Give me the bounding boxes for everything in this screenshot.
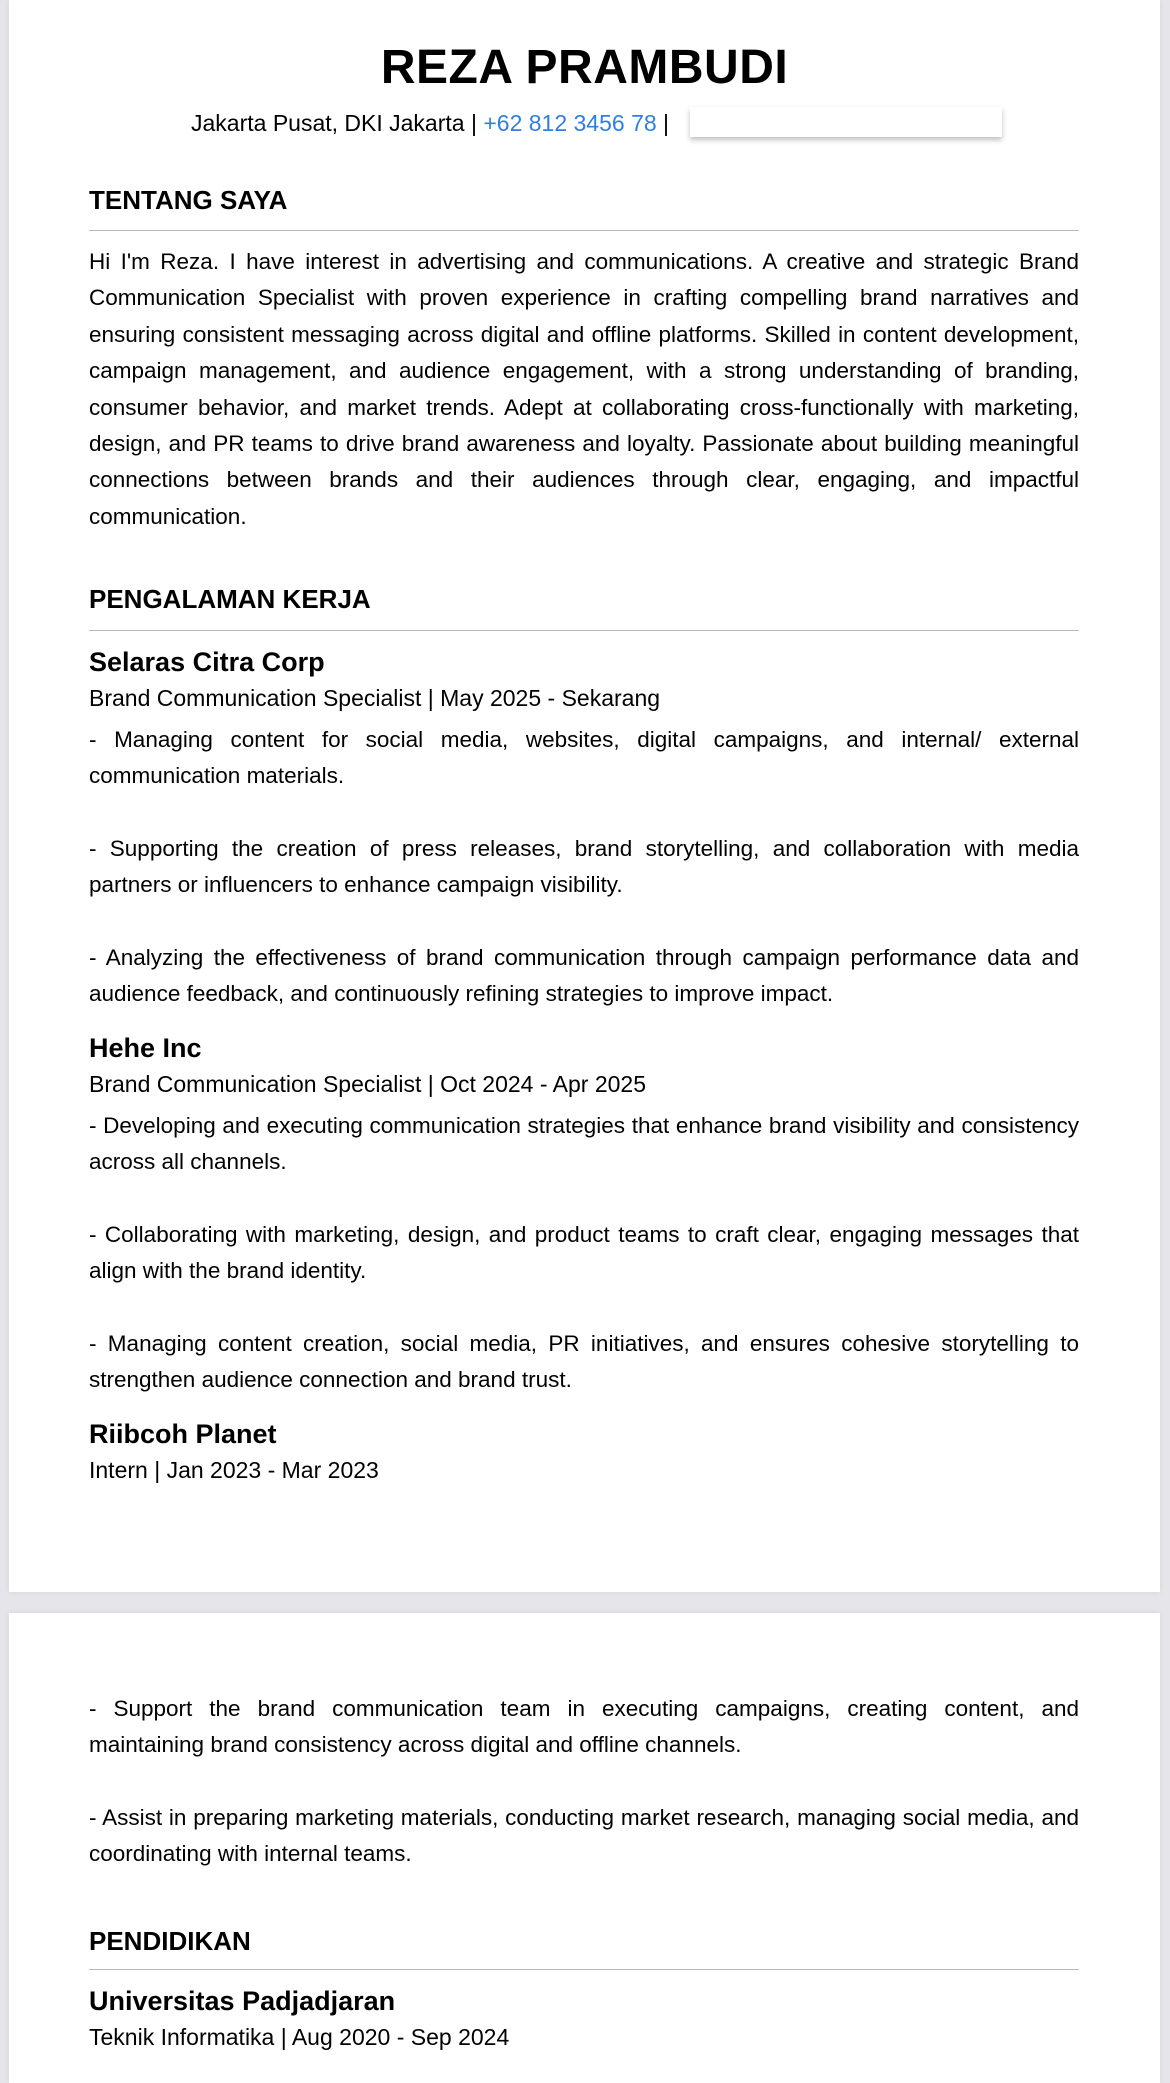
job-bullet: - Developing and executing communication strategies that enhance brand visibility and consistency across all channels. xyxy=(89,1113,1079,1175)
job-role: Intern | Jan 2023 - Mar 2023 xyxy=(89,1457,379,1483)
separator: | xyxy=(470,110,477,136)
phone-link[interactable]: +62 812 3456 78 xyxy=(483,110,657,136)
section-title-education: PENDIDIKAN xyxy=(89,1926,251,1956)
section-divider xyxy=(89,1969,1079,1970)
job-bullet: - Assist in preparing marketing materials, conducting market research, managing social media, and coordinating with internal teams. xyxy=(89,1805,1079,1867)
job-bullet: - Managing content for social media, websites, digital campaigns, and internal/ external communication materials. xyxy=(89,727,1079,789)
email-redaction-box xyxy=(690,107,1002,137)
about-text: Hi I'm Reza. I have interest in advertising and communications. A creative and strategic Brand Communication Specialist with proven experience in crafting compelling brand narratives and ensuring consistent messaging across digital and offline platforms. Skilled in content development, campaign management, and audience engagement, with a strong understanding of branding, consumer behavior, and market trends. Adept at collaborating cross-functionally with marketing, design, and PR teams to drive brand awareness and loyalty. Passionate about building meaningful connections between brands and their audiences through clear, engaging, and impactful communication. xyxy=(89,249,1079,529)
resume-page-1 xyxy=(9,0,1160,1592)
job-bullet: - Supporting the creation of press releases, brand storytelling, and collaboration with media partners or influencers to enhance campaign visibility. xyxy=(89,836,1079,898)
job-bullet: - Analyzing the effectiveness of brand communication through campaign performance data and audience feedback, and continuously refining strategies to improve impact. xyxy=(89,945,1079,1007)
job-role: Brand Communication Specialist | Oct 2024 - Apr 2025 xyxy=(89,1071,646,1097)
education-detail: Teknik Informatika | Aug 2020 - Sep 2024 xyxy=(89,2024,510,2050)
section-title-experience: PENGALAMAN KERJA xyxy=(89,584,371,614)
separator: | xyxy=(663,110,670,136)
section-divider xyxy=(89,630,1079,631)
section-title-about: TENTANG SAYA xyxy=(89,185,288,215)
job-company: Riibcoh Planet xyxy=(89,1419,277,1449)
job-role: Brand Communication Specialist | May 2025 - Sekarang xyxy=(89,685,661,711)
education-school: Universitas Padjadjaran xyxy=(89,1986,396,2016)
location-text: Jakarta Pusat, DKI Jakarta xyxy=(191,110,465,136)
section-divider xyxy=(89,230,1079,231)
job-company: Hehe Inc xyxy=(89,1033,202,1063)
job-company: Selaras Citra Corp xyxy=(89,647,325,677)
contact-line xyxy=(191,110,669,137)
job-bullet: - Support the brand communication team in executing campaigns, creating content, and maintaining brand consistency across digital and offline channels. xyxy=(89,1696,1079,1758)
job-bullet: - Collaborating with marketing, design, and product teams to craft clear, engaging messages that align with the brand identity. xyxy=(89,1222,1079,1284)
job-bullet: - Managing content creation, social media, PR initiatives, and ensures cohesive storytelling to strengthen audience connection and brand trust. xyxy=(89,1331,1079,1393)
resume-page-2 xyxy=(9,1613,1160,2083)
candidate-name: REZA PRAMBUDI xyxy=(380,41,789,94)
